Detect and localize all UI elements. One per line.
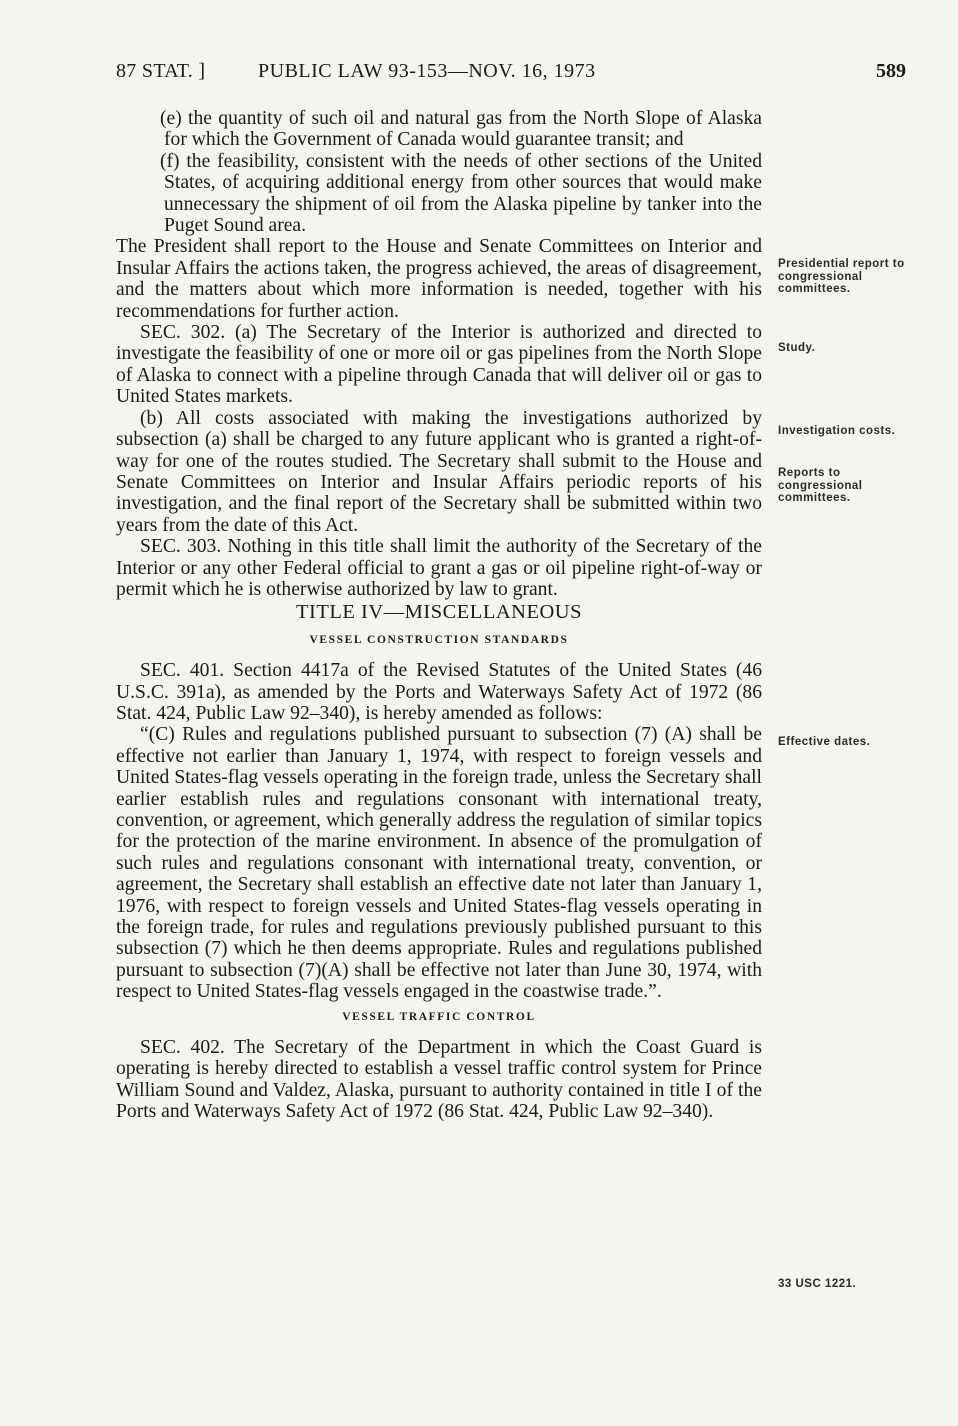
margin-note-presidential-report: Presidential report to congressional committees.: [778, 258, 905, 295]
running-title: PUBLIC LAW 93-153—NOV. 16, 1973: [258, 60, 596, 82]
page-header: [116, 60, 906, 90]
page-number: 589: [876, 60, 906, 82]
section-302b: (b) All costs associated with making the investigations authorized by subsection (a) shall be charged to any future applicant who is granted a right-of-way for one of the routes studied. The Secretary shall submit to the House and Senate Committees on Interior and Insular Affairs periodic reports of his investigation, and the final report of the Secretary shall be submitted within two years from the date of this Act.: [116, 407, 762, 536]
body-text: [116, 108, 762, 1123]
section-303: SEC. 303. Nothing in this title shall limit the authority of the Secretary of the Interior or any other Federal official to grant a gas or oil pipeline right-of-way or permit which he is otherwise authorized by law to grant.: [116, 536, 762, 600]
amendment-quote: “(C) Rules and regulations published pursuant to subsection (7) (A) shall be effective not earlier than January 1, 1974, with respect to foreign vessels and United States-flag vessels operating in the foreign trade, unless the Secretary shall earlier establish rules and regulations consonant with international treaty, convention, or agreement, which generally address the regulation of similar topics for the protection of the marine environment. In absence of the promulgation of such rules and regulations consonant with international treaty, convention, or agreement, the Secretary shall establish an effective date not later than January 1, 1976, with respect to foreign vessels and United States-flag vessels operating in the foreign trade, for rules and regulations previously published pursuant to this subsection (7) which he then deems appropriate. Rules and regulations published pursuant to subsection (7)(A) shall be effective not later than June 30, 1974, with respect to United States-flag vessels engaged in the coastwise trade.”.: [116, 724, 762, 1003]
margin-note-study: Study.: [778, 342, 816, 354]
section-302a: SEC. 302. (a) The Secretary of the Interior is authorized and directed to investigate the feasibility of one or more oil or gas pipelines from the North Slope of Alaska to connect with a pipeline through Canada that will deliver oil or gas to United States markets.: [116, 322, 762, 408]
president-report-paragraph: The President shall report to the House and Senate Committees on Interior and Insular Affairs the actions taken, the progress achieved, the areas of disagreement, and the matters about which more information is needed, together with his recommendations for further action.: [116, 236, 762, 322]
margin-note-effective-dates: Effective dates.: [778, 736, 871, 748]
vessel-construction-heading: VESSEL CONSTRUCTION STANDARDS: [309, 633, 569, 646]
clause-f: (f) the feasibility, consistent with the needs of other sections of the United States, of acquiring additional energy from other sources that would make unnecessary the shipment of oil from the Alaska pipeline by tanker into the Puget Sound area.: [160, 150, 762, 237]
volume-reference: 87 STAT. ]: [116, 60, 206, 82]
vessel-traffic-heading: VESSEL TRAFFIC CONTROL: [342, 1010, 536, 1023]
margin-note-reports: Reports to congressional committees.: [778, 467, 863, 504]
margin-note-investigation-costs: Investigation costs.: [778, 425, 896, 437]
clause-e: (e) the quantity of such oil and natural gas from the North Slope of Alaska for which the Government of Canada would guarantee transit; and: [160, 108, 762, 151]
margin-note-usc-citation: 33 USC 1221.: [778, 1278, 857, 1290]
section-401: SEC. 401. Section 4417a of the Revised Statutes of the United States (46 U.S.C. 391a), as amended by the Ports and Waterways Safety Act of 1972 (86 Stat. 424, Public Law 92–340), is hereby amended as follows:: [116, 660, 762, 724]
title-iv-heading: TITLE IV—MISCELLANEOUS: [295, 601, 582, 624]
section-402: SEC. 402. The Secretary of the Department in which the Coast Guard is operating is hereby directed to establish a vessel traffic control system for Prince William Sound and Valdez, Alaska, pursuant to authority contained in title I of the Ports and Waterways Safety Act of 1972 (86 Stat. 424, Public Law 92–340).: [116, 1037, 762, 1123]
